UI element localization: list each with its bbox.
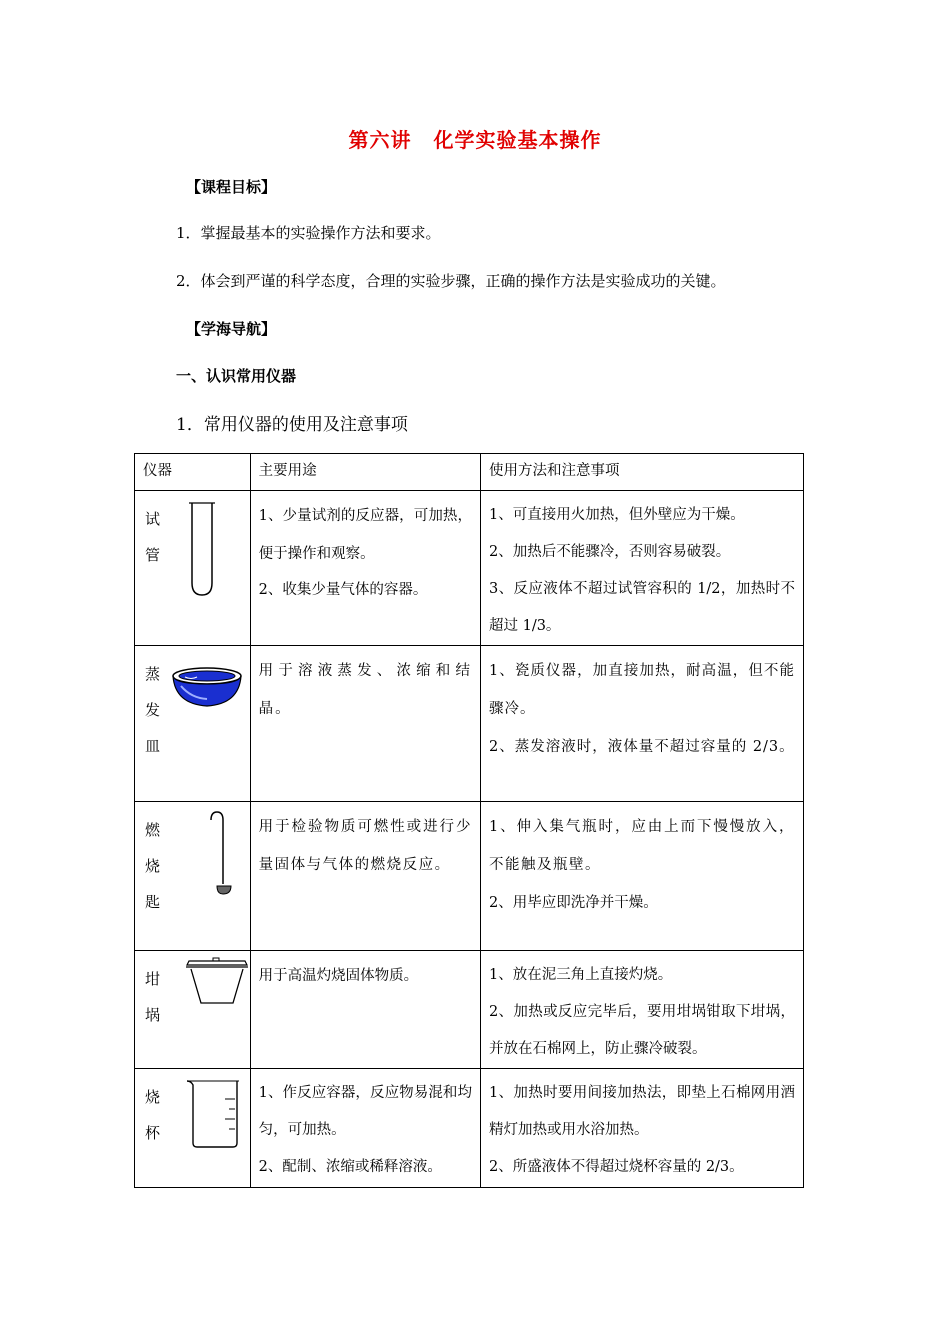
uses-line: 1、作反应容器，反应物易混和均匀，可加热。 (258, 1085, 472, 1138)
instrument-name: 坩埚 (145, 970, 161, 1024)
instrument-table (134, 453, 804, 1188)
notes-line: 1、伸入集气瓶时，应由上而下慢慢放入，不能触及瓶壁。 (488, 819, 795, 873)
table-row (135, 1069, 804, 1188)
instrument-name: 蒸发皿 (145, 665, 161, 755)
notes-line: 1、可直接用火加热，但外壁应为干燥。 (488, 507, 745, 523)
notes-line: 1、放在泥三角上直接灼烧。 (488, 967, 673, 983)
crucible-icon (183, 957, 251, 1007)
header-notes: 使用方法和注意事项 (488, 463, 620, 479)
uses-line: 用于高温灼烧固体物质。 (258, 968, 419, 984)
combustion-spoon-icon (205, 810, 235, 900)
uses-cell (251, 491, 480, 609)
notes-line: 3、反应液体不超过试管容积的 1/2，加热时不超过 1/3。 (488, 581, 795, 634)
instrument-name: 燃烧匙 (145, 821, 161, 911)
notes-line: 1、瓷质仪器，加直接加热，耐高温，但不能骤冷。 (488, 663, 795, 717)
instrument-name: 烧杯 (145, 1088, 161, 1142)
uses-line: 1、少量试剂的反应器，可加热，便于操作和观察。 (258, 508, 472, 562)
title-part-2: 化学实验基本操作 (433, 128, 602, 152)
subsection-heading: 1．常用仪器的使用及注意事项 (176, 415, 408, 435)
goals-heading: 【课程目标】 (186, 178, 277, 196)
uses-line: 用于溶液蒸发、浓缩和结晶。 (258, 663, 472, 717)
notes-cell (481, 646, 803, 766)
notes-line: 2、加热或反应完毕后，要用坩埚钳取下坩埚，并放在石棉网上，防止骤冷破裂。 (488, 1004, 795, 1057)
uses-cell (251, 1069, 480, 1186)
page-title (0, 124, 950, 153)
table-row (135, 802, 804, 951)
nav-heading: 【学海导航】 (186, 320, 277, 338)
table-header-row (135, 454, 804, 491)
table-row (135, 491, 804, 646)
header-instrument: 仪器 (143, 463, 172, 479)
table-row (135, 951, 804, 1069)
uses-cell (251, 951, 480, 995)
test-tube-icon (187, 499, 217, 599)
section-heading: 一、认识常用仪器 (176, 367, 297, 385)
notes-cell (481, 491, 803, 645)
title-part-1: 第六讲 (348, 128, 412, 152)
notes-line: 2、蒸发溶液时，液体量不超过容量的 2/3。 (488, 739, 795, 755)
notes-cell (481, 1069, 803, 1186)
uses-cell (251, 646, 480, 728)
uses-line: 2、配制、浓缩或稀释溶液。 (258, 1159, 442, 1175)
uses-cell (251, 802, 480, 884)
goal-1: 1．掌握最基本的实验操作方法和要求。 (176, 224, 441, 242)
uses-line: 2、收集少量气体的容器。 (258, 582, 428, 598)
notes-cell (481, 802, 803, 922)
notes-line: 2、所盛液体不得超过烧杯容量的 2/3。 (488, 1159, 744, 1175)
evaporating-dish-icon (171, 666, 243, 712)
notes-cell (481, 951, 803, 1068)
notes-line: 2、用毕应即洗净并干燥。 (488, 895, 658, 911)
notes-line: 1、加热时要用间接加热法，即垫上石棉网用酒精灯加热或用水浴加热。 (488, 1085, 795, 1138)
header-uses: 主要用途 (258, 463, 317, 479)
instrument-name: 试管 (145, 510, 161, 564)
table-row (135, 646, 804, 802)
beaker-icon (185, 1077, 245, 1151)
goal-2: 2．体会到严谨的科学态度，合理的实验步骤，正确的操作方法是实验成功的关键。 (176, 272, 726, 290)
uses-line: 用于检验物质可燃性或进行少量固体与气体的燃烧反应。 (258, 819, 472, 873)
notes-line: 2、加热后不能骤冷，否则容易破裂。 (488, 544, 731, 560)
